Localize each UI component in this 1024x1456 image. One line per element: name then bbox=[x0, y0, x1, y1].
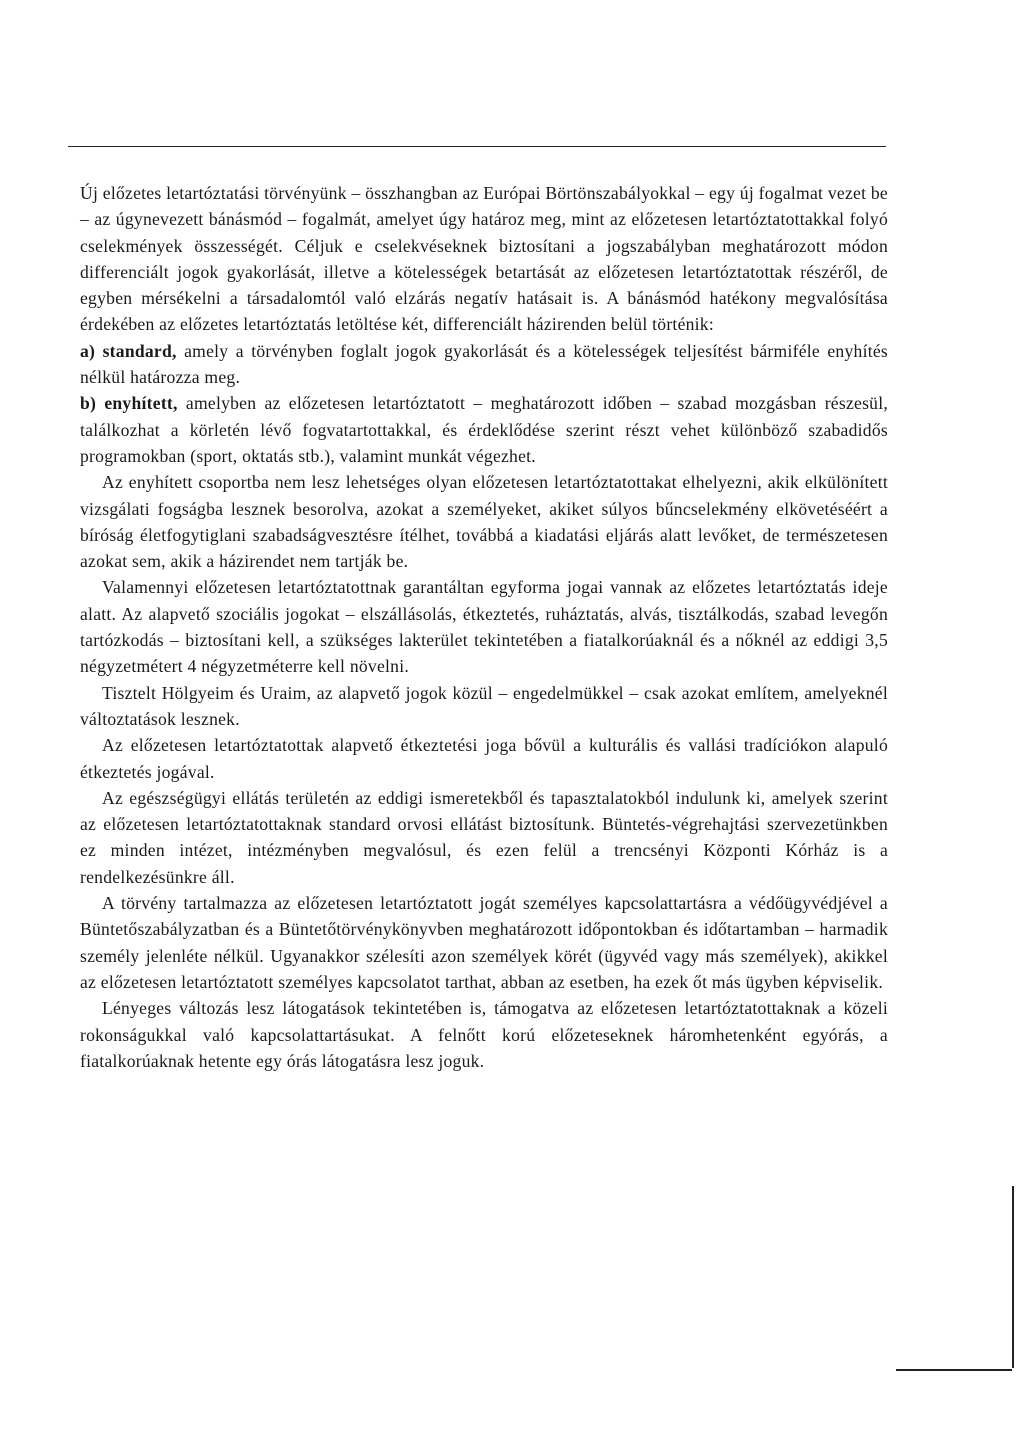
margin-bar bbox=[1012, 1186, 1014, 1368]
text-standard: amely a törvényben foglalt jogok gyakorlását és a kötelességek teljesítést bármiféle enyhítés nélkül határozza meg. bbox=[80, 340, 888, 388]
label-standard: a) standard, bbox=[80, 340, 177, 361]
paragraph-food: Az előzetesen letartóztatottak alapvető étkeztetési joga bővül a kulturális és vallási tradíciókon alapuló étkeztetés jogával. bbox=[80, 735, 888, 782]
paragraph-health: Az egészségügyi ellátás területén az eddigi ismeretekből és tapasztalatokból indulunk ki, amelyek szerint az előzetesen letartóztatottaknak standard orvosi ellátást biztosítunk. Büntetés-végrehajtási szervezetünkben ez minden intézet, intézményben megvalósul, és ezen felül a trencsényi Központi Kórház is a rendelkezésünkre áll. bbox=[80, 787, 888, 887]
margin-foot-rule bbox=[896, 1369, 1012, 1371]
paragraph-address: Tisztelt Hölgyeim és Uraim, az alapvető jogok közül – engedelmükkel – csak azokat említem, amelyeknél változtatások lesznek. bbox=[80, 682, 888, 729]
paragraph-visits: Lényeges változás lesz látogatások tekintetében is, támogatva az előzetesen letartóztatottaknak a közeli rokonságukkal való kapcsolattartásukat. A felnőtt korú előzeteseknek háromhetenként egyórás, a fiatalkorúaknak hetente egy órás látogatásra lesz joguk. bbox=[80, 998, 888, 1071]
paragraph-standard bbox=[80, 338, 888, 391]
text-enyhitett: amelyben az előzetesen letartóztatott – meghatározott időben – szabad mozgásban részesül, találkozhat a körletén lévő fogvatartottakkal, és érdeklődése szerint részt vehet különböző szabadidős programokban (sport, oktatás stb.), valamint munkát végezhet. bbox=[80, 393, 889, 466]
top-rule bbox=[68, 146, 886, 147]
paragraph-intro: Új előzetes letartóztatási törvényünk – összhangban az Európai Börtönszabályokkal – egy új fogalmat vezet be – az úgynevezett bánásmód – fogalmát, amelyet úgy határoz meg, mint az előzetesen letartóztatottakkal folyó cselekmények összességét. Céljuk e cselekvéseknek biztosítani a jogszabályban meghatározott módon differenciált jogok gyakorlását, illetve a kötelességek betartását az előzetesen letartóztatottak részéről, de egyben mérsékelni a társadalomtól való elzárás negatív hatásait is. A bánásmód hatékony megvalósítása érdekében az előzetes letartóztatás letöltése két, differenciált házirenden belül történik: bbox=[80, 183, 888, 335]
paragraph-rights: Valamennyi előzetesen letartóztatottnak garantáltan egyforma jogai vannak az előzetes letartóztatás ideje alatt. Az alapvető szociális jogokat – elszállásolás, étkeztetés, ruháztatás, alvás, tisztálkodás, szabad levegőn tartózkodás – biztosítani kell, a szükséges lakterület tekintetében a fiatalkorúaknál és a nőknél az eddigi 3,5 négyzetmétert 4 négyzetméterre kell növelni. bbox=[80, 577, 888, 677]
paragraph-enyhitett bbox=[80, 390, 888, 469]
label-enyhitett: b) enyhített, bbox=[80, 393, 178, 414]
paragraph-enyhitett-exclusions: Az enyhített csoportba nem lesz lehetséges olyan előzetesen letartóztatottakat elhelyezni, akik elkülönített vizsgálati fogságba lesznek besorolva, azokat a személyeket, akiket súlyos bűncselekmény elkövetéséért a bíróság életfogytiglani szabadságvesztésre ítélhet, továbbá a kiadatási eljárás alatt levőket, de természetesen azokat sem, akik a házirendet nem tartják be. bbox=[80, 472, 888, 572]
document-body bbox=[80, 180, 888, 1074]
paragraph-contact: A törvény tartalmazza az előzetesen letartóztatott jogát személyes kapcsolattartásra a védőügyvédjével a Büntetőszabályzatban és a Büntetőtörvénykönyvben meghatározott időpontokban és időtartamban – harmadik személy jelenléte nélkül. Ugyanakkor szélesíti azon személyek körét (ügyvéd vagy más személyek), akikkel az előzetesen letartóztatott személyes kapcsolatot tarthat, abban az esetben, ha ezek őt más ügyben képviselik. bbox=[80, 893, 888, 992]
